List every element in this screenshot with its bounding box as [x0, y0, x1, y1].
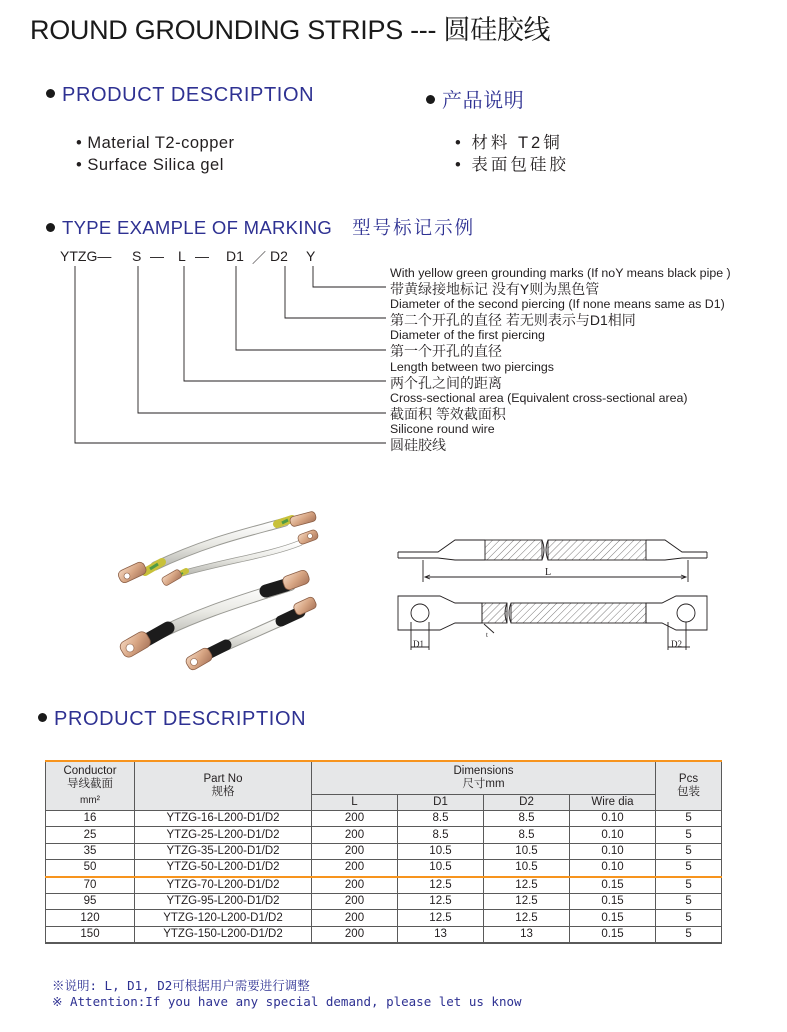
cell-l: 200 — [312, 910, 398, 926]
leader-line-s — [138, 266, 386, 413]
marking-code-slash: ／ — [252, 250, 266, 266]
marking-desc-d2: Diameter of the second piercing (If none means same as D1) 第二个开孔的直径 若无则表示与D1相同 — [390, 297, 725, 328]
cell-wire-dia: 0.15 — [570, 910, 656, 926]
cell-d2: 8.5 — [484, 827, 570, 843]
leader-line-ytzg — [75, 266, 386, 443]
leader-line-y — [313, 266, 386, 287]
table-row — [46, 860, 722, 877]
marking-code-dash-2: — — [195, 248, 209, 264]
cell-d2: 12.5 — [484, 893, 570, 909]
cell-d1: 10.5 — [398, 860, 484, 877]
product-description-heading — [46, 84, 314, 107]
marking-desc-s: Cross-sectional area (Equivalent cross-sectional area) 截面积 等效截面积 — [390, 391, 688, 422]
table-row — [46, 827, 722, 843]
cell-l: 200 — [312, 893, 398, 909]
cell-pcs: 5 — [656, 877, 722, 894]
marking-heading-en: TYPE EXAMPLE OF MARKING — [62, 217, 333, 238]
cell-conductor: 50 — [46, 860, 135, 877]
drawing-side-view — [398, 540, 707, 582]
marking-code-d1: D1 — [226, 248, 244, 264]
cell-d2: 13 — [484, 926, 570, 943]
drawing-top-view — [398, 596, 707, 650]
product-description-cn-heading — [426, 84, 524, 113]
marking-code-d2: D2 — [270, 248, 288, 264]
cell-l: 200 — [312, 843, 398, 859]
cell-pcs: 5 — [656, 843, 722, 859]
cell-conductor: 150 — [46, 926, 135, 943]
cell-l: 200 — [312, 827, 398, 843]
cell-l: 200 — [312, 811, 398, 827]
marking-code-dash-1: — — [150, 248, 164, 264]
drawing-label-d1: D1 — [413, 639, 424, 649]
header-pcs: Pcs 包装 — [656, 761, 722, 811]
bullet-icon — [38, 713, 47, 722]
header-d1: D1 — [398, 795, 484, 811]
cell-pcs: 5 — [656, 860, 722, 877]
marking-desc-l: Length between two piercings 两个孔之间的距离 — [390, 360, 554, 391]
cell-d2: 12.5 — [484, 910, 570, 926]
cell-d1: 12.5 — [398, 877, 484, 894]
header-wire-dia: Wire dia — [570, 795, 656, 811]
cell-conductor: 16 — [46, 811, 135, 827]
cell-wire-dia: 0.10 — [570, 860, 656, 877]
cell-l: 200 — [312, 860, 398, 877]
cell-d1: 10.5 — [398, 843, 484, 859]
cell-d1: 8.5 — [398, 811, 484, 827]
marking-desc-y: With yellow green grounding marks (If noY means black pipe ) 带黄绿接地标记 没有Y则为黑色管 — [390, 266, 731, 297]
marking-code-ytzg: YTZG— — [60, 248, 112, 264]
cell-wire-dia: 0.10 — [570, 843, 656, 859]
spec-item-surface: • Surface Silica gel — [76, 156, 224, 174]
cell-part-no: YTZG-120-L200-D1/D2 — [135, 910, 312, 926]
table-row — [46, 893, 722, 909]
marking-desc-d1: Diameter of the first piercing 第一个开孔的直径 — [390, 328, 545, 359]
cell-pcs: 5 — [656, 893, 722, 909]
cell-d1: 8.5 — [398, 827, 484, 843]
table-row — [46, 877, 722, 894]
cell-part-no: YTZG-150-L200-D1/D2 — [135, 926, 312, 943]
cell-conductor: 120 — [46, 910, 135, 926]
cable-black-2 — [184, 596, 317, 672]
drawing-label-l: L — [545, 567, 552, 578]
leader-line-d1 — [236, 266, 386, 350]
header-d2: D2 — [484, 795, 570, 811]
cell-pcs: 5 — [656, 811, 722, 827]
cable-yellow-green-1 — [117, 511, 317, 584]
cell-d1: 12.5 — [398, 910, 484, 926]
header-l: L — [312, 795, 398, 811]
leader-line-d2 — [285, 266, 386, 318]
header-conductor: Conductor 导线截面 mm² — [46, 761, 135, 811]
marking-desc-ytzg: Silicone round wire 圆硅胶线 — [390, 422, 495, 453]
cell-wire-dia: 0.10 — [570, 827, 656, 843]
cell-d2: 10.5 — [484, 860, 570, 877]
cell-part-no: YTZG-35-L200-D1/D2 — [135, 843, 312, 859]
cell-d2: 10.5 — [484, 843, 570, 859]
cell-part-no: YTZG-25-L200-D1/D2 — [135, 827, 312, 843]
cell-d2: 12.5 — [484, 877, 570, 894]
bullet-icon — [426, 95, 435, 104]
drawing-label-t: t — [486, 631, 488, 639]
spec-table — [45, 760, 722, 944]
spec-item-surface-cn: • 表面包硅胶 — [455, 156, 569, 174]
note-en: ※ Attention:If you have any special demand, please let us know — [52, 994, 522, 1009]
table-row — [46, 811, 722, 827]
cell-l: 200 — [312, 877, 398, 894]
spec-item-material: • Material T2-copper — [76, 134, 235, 152]
marking-code-y: Y — [306, 248, 316, 264]
cell-wire-dia: 0.10 — [570, 811, 656, 827]
cell-part-no: YTZG-70-L200-D1/D2 — [135, 877, 312, 894]
table-row — [46, 926, 722, 943]
product-description-heading-text: PRODUCT DESCRIPTION — [62, 84, 315, 106]
marking-heading — [46, 214, 475, 240]
cable-yellow-green-2 — [161, 529, 319, 587]
cell-part-no: YTZG-50-L200-D1/D2 — [135, 860, 312, 877]
marking-code-l: L — [178, 248, 186, 264]
cell-conductor: 95 — [46, 893, 135, 909]
cell-l: 200 — [312, 926, 398, 943]
cell-d1: 13 — [398, 926, 484, 943]
cell-d2: 8.5 — [484, 811, 570, 827]
cell-wire-dia: 0.15 — [570, 893, 656, 909]
table-section-heading-text: PRODUCT DESCRIPTION — [54, 708, 307, 730]
cell-part-no: YTZG-16-L200-D1/D2 — [135, 811, 312, 827]
table-row — [46, 910, 722, 926]
note-cn: ※说明: L, D1, D2可根据用户需要进行调整 — [52, 978, 310, 993]
marking-heading-cn: 型号标记示例 — [352, 217, 476, 238]
product-description-list-en — [76, 132, 235, 176]
cell-conductor: 35 — [46, 843, 135, 859]
cell-pcs: 5 — [656, 827, 722, 843]
cell-wire-dia: 0.15 — [570, 926, 656, 943]
drawing-label-d2: D2 — [671, 639, 682, 649]
cell-pcs: 5 — [656, 910, 722, 926]
header-part-no: Part No 规格 — [135, 761, 312, 811]
cell-pcs: 5 — [656, 926, 722, 943]
product-description-list-cn — [455, 132, 569, 176]
bullet-icon — [46, 223, 55, 232]
leader-line-l — [184, 266, 386, 381]
bullet-icon — [46, 89, 55, 98]
page-title: ROUND GROUNDING STRIPS --- 圆硅胶线 — [30, 15, 551, 45]
cell-part-no: YTZG-95-L200-D1/D2 — [135, 893, 312, 909]
spec-item-material-cn: • 材料 T2铜 — [455, 134, 563, 152]
table-section-heading — [38, 708, 306, 731]
cell-d1: 12.5 — [398, 893, 484, 909]
cell-conductor: 25 — [46, 827, 135, 843]
product-description-cn-heading-text: 产品说明 — [442, 90, 525, 112]
cell-conductor: 70 — [46, 877, 135, 894]
header-dimensions: Dimensions 尺寸mm — [312, 761, 656, 795]
marking-code-s: S — [132, 248, 142, 264]
cell-wire-dia: 0.15 — [570, 877, 656, 894]
cable-black-1 — [118, 569, 311, 659]
table-row — [46, 843, 722, 859]
